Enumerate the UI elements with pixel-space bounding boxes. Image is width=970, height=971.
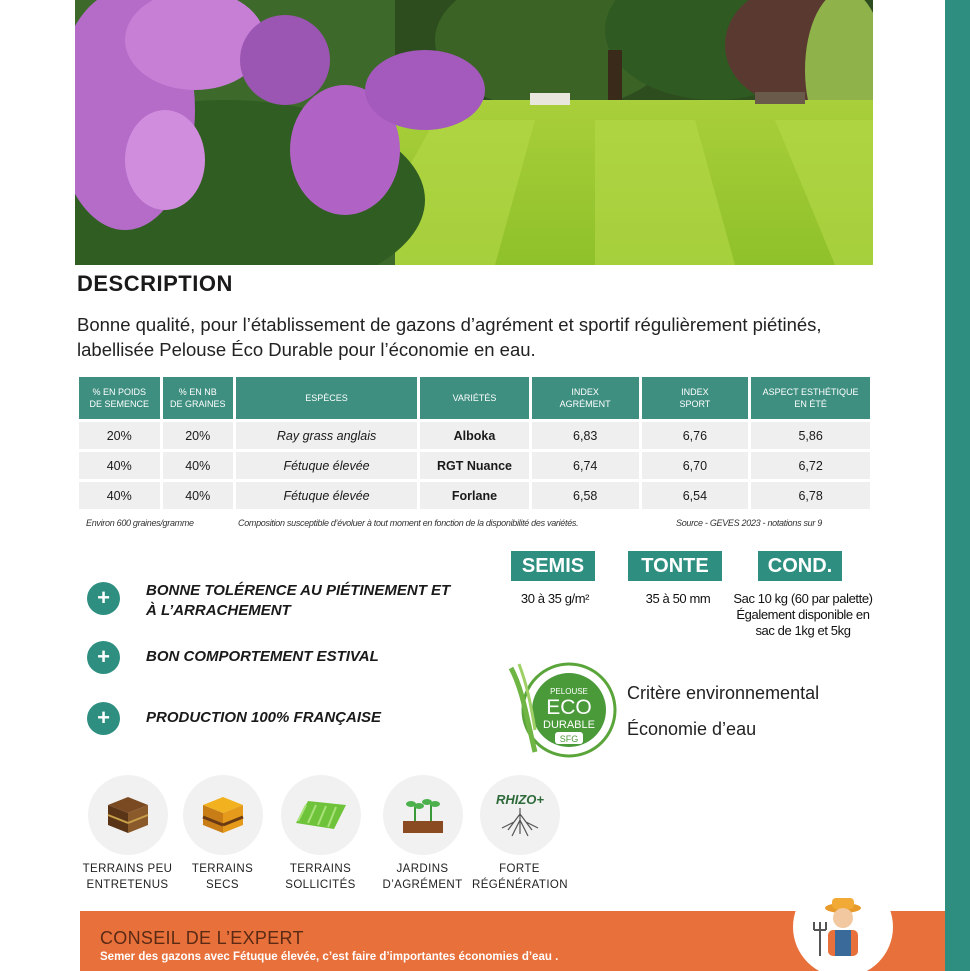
header-aspect: ASPECT ESTHÉTIQUE EN ÉTÉ (751, 377, 870, 419)
table-row (79, 482, 870, 509)
cell-variete: Forlane (420, 482, 529, 509)
eco-badge-top: PELOUSE (550, 687, 588, 696)
expert-text: Semer des gazons avec Fétuque élevée, c’est faire d’importantes économies d’eau . (100, 951, 559, 963)
cell-poids: 20% (79, 422, 160, 449)
cell-agrement: 6,58 (532, 482, 639, 509)
header-graines: % EN NB DE GRAINES (163, 377, 233, 419)
cond-tag: COND. (758, 551, 842, 581)
usage-label: TERRAINS SECS (191, 863, 254, 891)
description-text: Bonne qualité, pour l’établissement de gazons d’agrément et sportif régulièrement piétinés, labellisée Pelouse Éco Durable pour l’économie en eau. (77, 314, 822, 360)
cell-sport: 6,54 (642, 482, 749, 509)
usage-jardins-agrement (375, 775, 470, 893)
cell-agrement: 6,74 (532, 452, 639, 479)
usage-terrains-peu-entretenus (80, 775, 175, 893)
hero-photo (75, 0, 873, 265)
tonte-value: 35 à 50 mm (645, 591, 711, 606)
semis-value: 30 à 35 g/m² (520, 591, 590, 606)
farmer-icon (793, 877, 893, 971)
table-row (79, 422, 870, 449)
cell-aspect: 5,86 (751, 422, 870, 449)
usage-label: TERRAINS SOLLICITÉS (285, 863, 356, 891)
cell-graines: 40% (163, 452, 233, 479)
eco-criterion: Critère environnemental (627, 683, 820, 703)
usage-label: JARDINS D’AGRÉMENT (382, 863, 463, 891)
header-especes: ESPÈCES (236, 377, 417, 419)
plus-icon: + (87, 582, 120, 615)
header-varietes: VARIÉTÉS (420, 377, 529, 419)
tonte-tag: TONTE (628, 551, 722, 581)
footnote-grains: Environ 600 graines/gramme (86, 518, 194, 528)
footnote-source: Source - GEVES 2023 - notations sur 9 (676, 518, 822, 528)
header-agrement: INDEX AGRÉMENT (532, 377, 639, 419)
expert-title: CONSEIL DE L’EXPERT (100, 928, 304, 948)
sprout-icon (383, 775, 463, 855)
table-header-row (79, 377, 870, 419)
cell-variete: RGT Nuance (420, 452, 529, 479)
semis-tag: SEMIS (511, 551, 595, 581)
eco-badge-sfg: SFG (559, 734, 579, 744)
cell-variete: Alboka (420, 422, 529, 449)
header-sport: INDEX SPORT (642, 377, 749, 419)
cell-sport: 6,70 (642, 452, 749, 479)
side-accent-bar (945, 0, 970, 971)
dry-soil-icon (183, 775, 263, 855)
cell-graines: 20% (163, 422, 233, 449)
header-poids: % EN POIDS DE SEMENCE (79, 377, 160, 419)
eco-badge-main: ECO (546, 696, 592, 719)
cell-sport: 6,76 (642, 422, 749, 449)
cell-poids: 40% (79, 482, 160, 509)
cond-value: Sac 10 kg (60 par palette) Également disponible en sac de 1kg et 5kg (733, 591, 873, 638)
plus-icon: + (87, 641, 120, 674)
description-title: DESCRIPTION (77, 271, 233, 296)
eco-badge-durable: DURABLE (543, 719, 595, 731)
table-row (79, 452, 870, 479)
usage-label: TERRAINS PEU ENTRETENUS (82, 863, 173, 891)
usage-terrains-sollicites (273, 775, 368, 893)
cell-graines: 40% (163, 482, 233, 509)
rhizo-roots-icon (480, 775, 560, 855)
cell-aspect: 6,72 (751, 452, 870, 479)
cell-espece: Fétuque élevée (236, 482, 417, 509)
eco-durable-badge (505, 660, 620, 765)
cell-espece: Fétuque élevée (236, 452, 417, 479)
turf-field-icon (281, 775, 361, 855)
usage-label: FORTE RÉGÉNÉRATION (472, 863, 568, 891)
cell-aspect: 6,78 (751, 482, 870, 509)
footnote-composition: Composition susceptible d’évoluer à tout moment en fonction de la disponibilité des variétés. (238, 518, 579, 528)
species-table (76, 374, 873, 512)
cell-poids: 40% (79, 452, 160, 479)
plus-icon: + (87, 702, 120, 735)
cell-agrement: 6,83 (532, 422, 639, 449)
usage-terrains-secs (175, 775, 270, 893)
feature-label: PRODUCTION 100% FRANÇAISE (146, 709, 382, 726)
usage-forte-regeneration (472, 775, 567, 893)
rhizo-logo: RHIZO+ (495, 792, 544, 807)
eco-water-saving: Économie d’eau (627, 719, 757, 739)
feature-label: BON COMPORTEMENT ESTIVAL (146, 648, 379, 665)
feature-label: BONNE TOLÉRENCE AU PIÉTINEMENT ET À L’ARRACHEMENT (146, 582, 451, 619)
cell-espece: Ray grass anglais (236, 422, 417, 449)
soil-layers-icon (88, 775, 168, 855)
